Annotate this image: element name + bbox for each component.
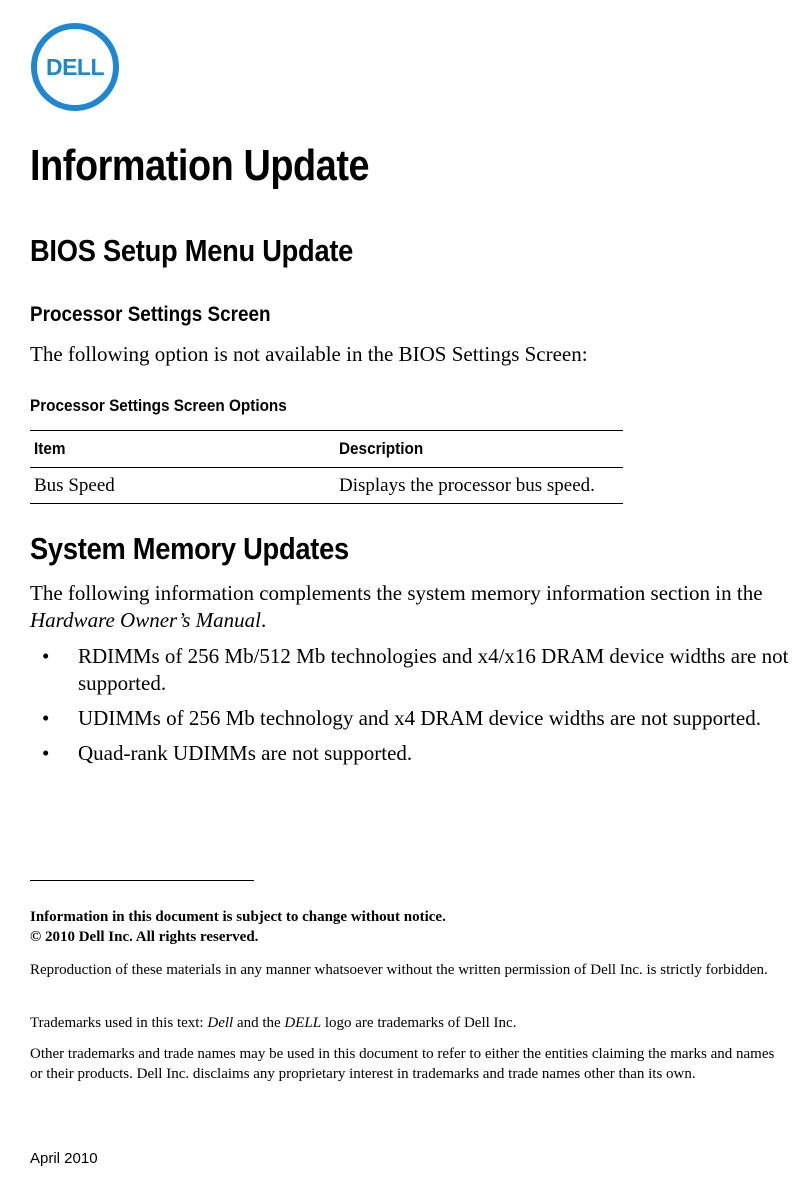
table-header-row xyxy=(30,431,623,468)
list-item: • RDIMMs of 256 Mb/512 Mb technologies and x4/x16 DRAM device widths are not supported. xyxy=(42,644,789,695)
notice: Information in this document is subject to change without notice. © 2010 Dell Inc. All rights reserved. xyxy=(30,909,446,945)
other-trademarks-notice: Other trademarks and trade names may be used in this document to refer to either the entities claiming the marks and names or their products. Dell Inc. disclaims any proprietary interest in trademarks and trade names other than its own. xyxy=(30,1046,775,1082)
processor-options-table xyxy=(30,430,623,504)
memory-intro: The following information complements the system memory information section in the Hardware Owner’s Manual. xyxy=(30,581,763,632)
reproduction-notice: Reproduction of these materials in any manner whatsoever without the written permission of Dell Inc. is strictly forbidden. xyxy=(30,962,768,978)
table-caption: Processor Settings Screen Options xyxy=(30,396,287,415)
list-item: • UDIMMs of 256 Mb technology and x4 DRAM device widths are not supported. xyxy=(42,706,761,730)
bullet-icon: • xyxy=(42,706,50,730)
memory-bullet-list xyxy=(30,643,790,775)
bios-heading: BIOS Setup Menu Update xyxy=(30,233,354,268)
manual-title: Hardware Owner’s Manual xyxy=(30,608,262,632)
bullet-icon: • xyxy=(42,644,50,668)
cell-item: Bus Speed xyxy=(34,474,115,496)
cell-description: Displays the processor bus speed. xyxy=(339,474,595,496)
bullet-icon: • xyxy=(42,741,50,765)
logo-wordmark: DELL xyxy=(45,54,105,80)
trademark-notice: Trademarks used in this text: Dell and the DELL logo are trademarks of Dell Inc. xyxy=(30,1015,517,1031)
footnote-divider xyxy=(30,880,254,881)
dell-logo-icon xyxy=(30,22,120,112)
processor-subheading: Processor Settings Screen xyxy=(30,303,271,326)
header-description: Description xyxy=(339,439,424,458)
table-row xyxy=(30,468,623,504)
header-item: Item xyxy=(34,439,66,458)
list-item: • Quad-rank UDIMMs are not supported. xyxy=(42,741,413,765)
document-title: Information Update xyxy=(30,141,370,190)
publication-date: April 2010 xyxy=(30,1150,98,1167)
bios-intro: The following option is not available in the BIOS Settings Screen: xyxy=(30,342,588,366)
memory-heading: System Memory Updates xyxy=(30,531,349,566)
